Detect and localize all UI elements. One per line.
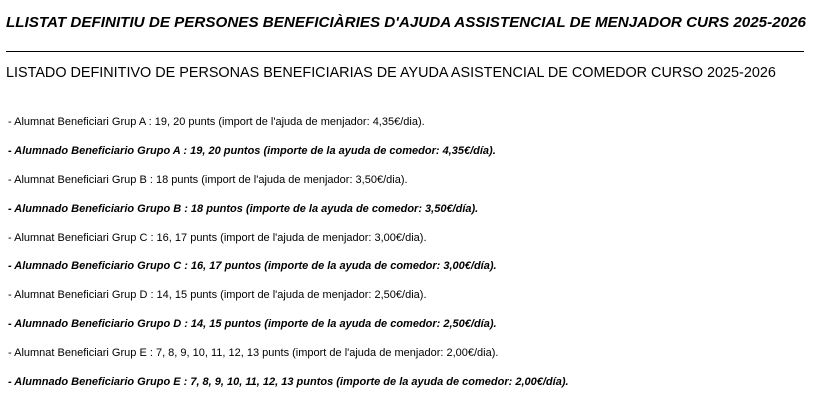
list-item-group-a-spanish: - Alumnado Beneficiario Grupo A : 19, 20 puntos (importe de la ayuda de comedor: 4,35€/día). — [8, 144, 496, 157]
document-title-spanish: LISTADO DEFINITIVO DE PERSONAS BENEFICIARIAS DE AYUDA ASISTENCIAL DE COMEDOR CURSO 2025-2026 — [6, 65, 776, 81]
list-item-group-d-catalan: - Alumnat Beneficiari Grup D : 14, 15 punts (import de l'ajuda de menjador: 2,50€/dia). — [8, 289, 427, 302]
list-item-group-c-spanish: - Alumnado Beneficiario Grupo C : 16, 17 puntos (importe de la ayuda de comedor: 3,00€/día). — [8, 260, 497, 273]
list-item-group-d-spanish: - Alumnado Beneficiario Grupo D : 14, 15 puntos (importe de la ayuda de comedor: 2,50€/día). — [8, 318, 497, 331]
list-item-group-b-catalan: - Alumnat Beneficiari Grup B : 18 punts (import de l'ajuda de menjador: 3,50€/dia). — [8, 173, 408, 186]
list-item-group-b-spanish: - Alumnado Beneficiario Grupo B : 18 puntos (importe de la ayuda de comedor: 3,50€/día). — [8, 202, 479, 215]
list-item-group-e-catalan: - Alumnat Beneficiari Grup E : 7, 8, 9, 10, 11, 12, 13 punts (import de l'ajuda de menjador: 2,00€/dia). — [8, 347, 499, 360]
beneficiary-group-list — [8, 115, 569, 404]
document-title-catalan: LLISTAT DEFINITIU DE PERSONES BENEFICIÀRIES D'AJUDA ASSISTENCIAL DE MENJADOR CURS 2025-2026 — [6, 14, 806, 31]
horizontal-rule — [6, 51, 804, 52]
list-item-group-c-catalan: - Alumnat Beneficiari Grup C : 16, 17 punts (import de l'ajuda de menjador: 3,00€/dia). — [8, 231, 427, 244]
list-item-group-e-spanish: - Alumnado Beneficiario Grupo E : 7, 8, 9, 10, 11, 12, 13 puntos (importe de la ayuda de comedor: 2,00€/día). — [8, 376, 569, 389]
list-item-group-a-catalan: - Alumnat Beneficiari Grup A : 19, 20 punts (import de l'ajuda de menjador: 4,35€/dia). — [8, 116, 425, 128]
